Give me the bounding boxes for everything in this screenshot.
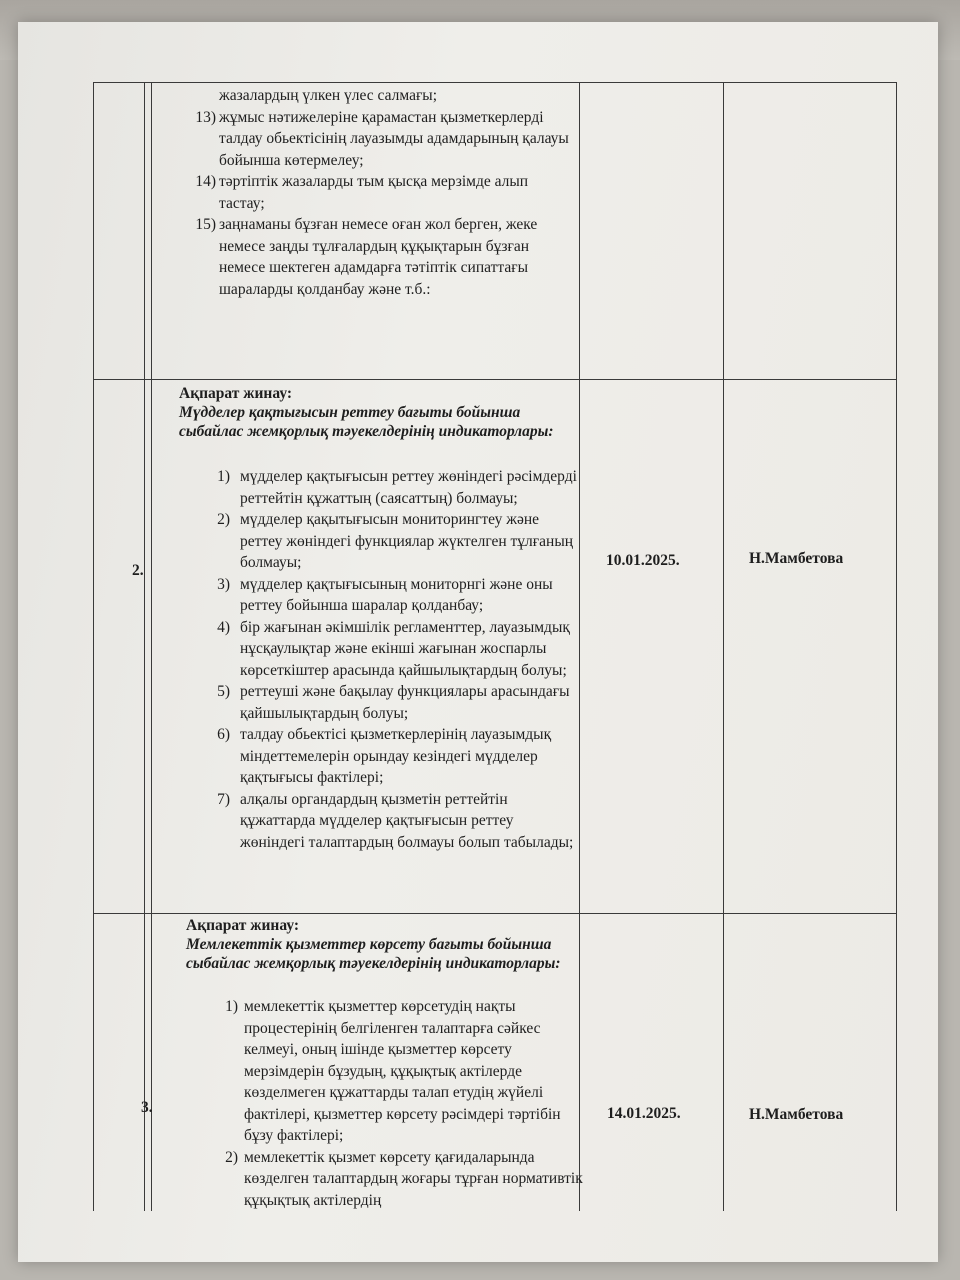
- item-number: 2): [225, 1148, 238, 1166]
- table-row: [93, 82, 897, 380]
- section-heading: [179, 384, 579, 441]
- list-item: [194, 617, 579, 682]
- responsible-person: Н.Мамбетова: [749, 1106, 844, 1123]
- column-divider: [151, 370, 152, 913]
- item-number: 3): [217, 575, 230, 593]
- item-number: 1): [225, 998, 238, 1015]
- list-item: [202, 996, 587, 1147]
- list-item: [194, 724, 579, 789]
- list-item: [194, 681, 579, 724]
- item-number: 14): [195, 173, 216, 190]
- list-item: [194, 509, 579, 574]
- item-text: мүдделер қақытығысын мониторингтеу және реттеу жөніндегі функциялар жүктелген тұлғаның болмауы;: [240, 511, 574, 571]
- responsible-person: Н.Мамбетова: [749, 550, 844, 567]
- item-text: реттеуші және бақылау функциялары арасындағы қайшылықтардың болуы;: [240, 683, 570, 722]
- item-text: алқалы органдардың қызметін реттейтін құжаттарда мүдделер қақтығысын реттеу жөніндегі талаптардың болмауы болып табылады;: [240, 790, 574, 851]
- item-text: мүдделер қақтығысын реттеу жөніндегі рәсімдерді реттейтін құжаттың (саясаттың) болмауы;: [240, 468, 577, 507]
- item-text: жұмыс нәтижелеріне қарамастан қызметкерлерді талдау обьектісінің лауазымды адамдарының қалауы бойынша көтермелеу;: [219, 108, 569, 169]
- column-divider: [723, 370, 724, 913]
- indicator-list: [194, 85, 574, 300]
- item-number: 7): [217, 790, 230, 808]
- item-text: талдау обьектісі қызметкерлерінің лауазымдық міндеттемелерін орындау кезіндегі мүдделер қақтығысы фактілері;: [240, 726, 552, 786]
- column-divider: [579, 83, 580, 379]
- item-text: мемлекеттік қызмет көрсету қағидаларында көзделген талаптардың жоғары тұрған нормативтік құқықтық актілердің: [244, 1148, 583, 1209]
- column-divider: [723, 83, 724, 379]
- row-number: 2.: [132, 562, 144, 579]
- item-number: 6): [217, 726, 230, 743]
- column-divider: [151, 913, 152, 1211]
- item-text: мемлекеттік қызметтер көрсетудің нақты процестерінің белгіленген талаптарға сәйкес келмеуі, оның ішінде қызметтер көрсету мерзімдерін бұзудың, құқықтық актілерде көзделмеген құжаттарды талап етудің жүйелі фактілері, қызметтер көрсету рәсімдері тәртібін бұзу фактілері;: [244, 998, 561, 1144]
- column-divider: [144, 370, 145, 913]
- deadline-date: 10.01.2025.: [606, 552, 680, 569]
- item-text: бір жағынан әкімшілік регламенттер, лауазымдық нұсқаулықтар және екінші жағынан жоспарлы көрсеткіштер арасында қайшылықтардың болуы;: [240, 618, 570, 679]
- item-number: 2): [217, 511, 230, 528]
- heading-label: Ақпарат жинау:: [186, 917, 300, 934]
- column-divider: [579, 370, 580, 913]
- section-heading: [186, 916, 586, 973]
- list-item: [194, 466, 579, 509]
- list-item: [194, 214, 574, 300]
- item-text: мүдделер қақтығысының мониторнгі және оны реттеу бойынша шаралар қолданбау;: [240, 575, 553, 614]
- item-number: 15): [195, 216, 216, 233]
- table-row: [93, 913, 897, 1211]
- item-text: тәртіптік жазаларды тым қысқа мерзімде алып тастау;: [219, 173, 529, 212]
- list-item: [194, 107, 574, 172]
- item-number: 5): [217, 683, 230, 700]
- heading-topic: Мемлекеттік қызметтер көрсету бағыты бойынша сыбайлас жемқорлық тәуекелдерінің индикаторлары:: [186, 936, 561, 972]
- list-item: [194, 171, 574, 214]
- row-number: 3.: [141, 1099, 153, 1116]
- item-number: 13): [195, 108, 216, 126]
- column-divider: [144, 83, 145, 379]
- item-text: заңнаманы бұзған немесе оған жол берген, жеке немесе заңды тұлғалардың құқықтарын бұзған немесе шектеген адамдарға тәтіптік сипаттағы шараларды қолданбау және т.б.:: [219, 216, 538, 298]
- deadline-date: 14.01.2025.: [607, 1105, 681, 1122]
- list-item: [194, 789, 579, 854]
- item-number: 1): [217, 468, 230, 485]
- list-item: [194, 85, 574, 107]
- item-text: жазалардың үлкен үлес салмағы;: [219, 87, 438, 104]
- heading-topic: Мүдделер қақтығысын реттеу бағыты бойынша сыбайлас жемқорлық тәуекелдерінің индикаторлары:: [179, 404, 554, 440]
- list-item: [194, 574, 579, 617]
- item-number: 4): [217, 618, 230, 636]
- table-row: [93, 370, 897, 914]
- heading-label: Ақпарат жинау:: [179, 385, 293, 402]
- column-divider: [144, 913, 145, 1211]
- indicator-list: [194, 466, 579, 853]
- indicator-list: [202, 996, 587, 1211]
- list-item: [202, 1147, 587, 1212]
- column-divider: [723, 913, 724, 1211]
- column-divider: [151, 83, 152, 379]
